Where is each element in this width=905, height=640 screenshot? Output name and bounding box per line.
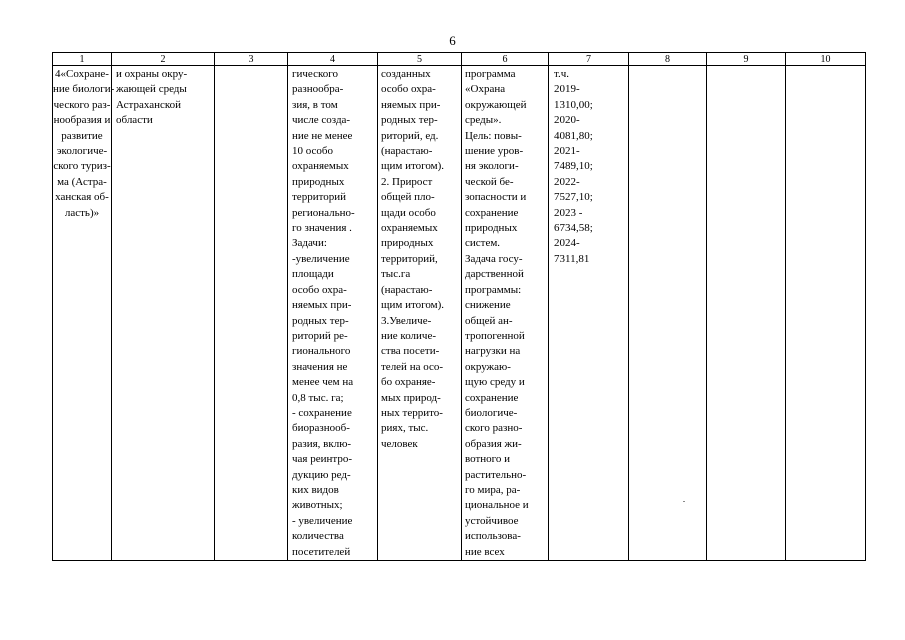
cell-text-line: родных тер- <box>381 114 438 127</box>
cell-text-line: 0,8 тыс. га; <box>292 391 344 404</box>
cell-text-line: (нарастаю- <box>381 283 433 296</box>
cell-text-line: ние биологи- <box>53 83 115 96</box>
column-header-4: 4 <box>288 53 378 66</box>
cell-text-line: телей на осо- <box>381 360 444 373</box>
column-header-10: 10 <box>786 53 866 66</box>
cell-text-line: растительно- <box>465 468 527 481</box>
cell-text-line: общей ан- <box>465 314 513 327</box>
cell-text-line: площади <box>292 268 334 281</box>
cell-text-line: ние не менее <box>292 129 353 142</box>
column-header-7: 7 <box>549 53 629 66</box>
column-header-1: 1 <box>53 53 112 66</box>
cell-text-line: разнообра- <box>292 83 344 96</box>
cell-text-line: 1310,00; <box>554 98 593 111</box>
cell-text-line: ского туриз- <box>53 160 111 173</box>
cell-text-line: няемых при- <box>292 299 352 312</box>
cell-text-line: территорий <box>292 191 347 204</box>
cell-text-line: дукцию ред- <box>292 468 351 481</box>
cell-text-line: родных тер- <box>292 314 349 327</box>
table-row <box>53 66 866 561</box>
cell-text-line: 2022- <box>554 175 580 188</box>
cell-text-line: 4«Сохране- <box>55 68 109 80</box>
cell-text-line: тыс.га <box>381 268 411 281</box>
cell-text-line: ческой бе- <box>465 175 514 188</box>
cell-text-line: числе созда- <box>292 114 351 127</box>
cell-text-line: щади особо <box>381 206 436 219</box>
cell-text-line: Задача госу- <box>465 252 523 265</box>
cell-project-name <box>53 66 115 561</box>
cell-text-line: разия, вклю- <box>292 437 352 450</box>
cell-text-line: нагрузки на <box>465 345 521 358</box>
cell-text-line: т.ч. <box>554 68 570 80</box>
cell-indicators <box>378 66 462 561</box>
cell-text-line: территорий, <box>381 252 438 265</box>
cell-text-line: ласть)» <box>64 206 100 219</box>
column-header-2: 2 <box>112 53 215 66</box>
cell-text-line: биоразнооб- <box>292 422 350 435</box>
cell-text-line: 6734,58; <box>554 222 593 235</box>
cell-text-line: 2019- <box>554 83 580 96</box>
cell-text-line: окружаю- <box>465 360 511 373</box>
cell-text-line: программы: <box>465 283 522 296</box>
cell-text-line: нообразия и <box>53 114 111 127</box>
page-number: 6 <box>449 33 456 48</box>
cell-text-line: 3.Увеличе- <box>381 314 432 327</box>
cell-text-line: устойчивое <box>465 514 519 527</box>
cell-text-line: зопасности и <box>465 191 527 204</box>
cell-text-line: природных <box>465 222 518 235</box>
cell-text-line: жающей среды <box>116 83 187 96</box>
cell-text-line: менее чем на <box>292 376 354 389</box>
cell-text-line: образия жи- <box>465 437 522 450</box>
cell-column-9 <box>707 66 786 561</box>
cell-text-line: Цель: повы- <box>465 129 522 142</box>
cell-text-line: 7311,81 <box>554 252 590 265</box>
cell-text-line: 2. Прирост <box>381 175 433 188</box>
cell-text-line: среды». <box>465 114 502 127</box>
cell-text-line: ханская об- <box>55 191 109 204</box>
cell-text-line: Астраханской <box>116 98 182 111</box>
cell-text-line: биологиче- <box>465 406 518 419</box>
cell-text-line: ние количе- <box>381 329 436 342</box>
cell-text-line: щим итогом). <box>381 160 445 173</box>
cell-text-line: гионального <box>292 345 351 358</box>
cell-text-line: систем. <box>465 237 501 250</box>
cell-text-line: снижение <box>465 299 511 312</box>
column-header-9: 9 <box>707 53 786 66</box>
cell-text-line: го мира, ра- <box>465 483 521 496</box>
cell-text-line: - сохранение <box>292 406 352 419</box>
cell-text-line: охраняемых <box>381 222 438 235</box>
cell-text-line: шение уров- <box>465 145 524 158</box>
cell-state-program <box>462 66 549 561</box>
cell-text-line: созданных <box>381 68 431 80</box>
cell-funding-by-year <box>549 66 629 561</box>
cell-text-line: ких видов <box>292 483 339 496</box>
cell-text-line: зия, в том <box>292 98 338 111</box>
cell-responsible-body <box>112 66 215 561</box>
cell-text-line: окружающей <box>465 98 527 111</box>
cell-column-8 <box>629 66 707 561</box>
cell-text-line: вотного и <box>465 453 511 466</box>
cell-text-line: -увеличение <box>292 252 350 265</box>
cell-text-line: охраняемых <box>292 160 349 173</box>
cell-text-line: сохранение <box>465 391 519 404</box>
cell-text-line: и охраны окру- <box>116 68 188 80</box>
cell-text-line: особо охра- <box>292 283 347 296</box>
cell-text-line: животных; <box>292 499 343 512</box>
cell-text-line: (нарастаю- <box>381 145 433 158</box>
cell-text-line: гического <box>292 68 338 80</box>
cell-text-line: значения не <box>292 360 348 373</box>
cell-column-10 <box>786 66 866 561</box>
cell-text-line: Задачи: <box>292 237 327 250</box>
cell-text-line: природных <box>381 237 434 250</box>
cell-text-line: щую среду и <box>465 376 525 389</box>
cell-text-line: 7527,10; <box>554 191 593 204</box>
cell-text-line: риторий ре- <box>292 329 348 342</box>
cell-text-line: ского разно- <box>465 422 523 435</box>
cell-text-line: области <box>116 114 153 127</box>
cell-text-line: 2024- <box>554 237 580 250</box>
cell-text-line: циональное и <box>465 499 529 512</box>
cell-text-line: бо охраняе- <box>381 376 436 389</box>
cell-text-line: риях, тыс. <box>381 422 429 435</box>
cell-text-line: использова- <box>465 530 521 543</box>
cell-text-line: экологиче- <box>56 145 108 158</box>
cell-text-line: 10 особо <box>292 145 334 158</box>
cell-goals-tasks <box>288 66 378 561</box>
cell-text-line: ческого раз- <box>53 98 111 111</box>
column-number-row <box>53 53 866 66</box>
cell-column-3 <box>215 66 288 561</box>
cell-text-line: ня экологи- <box>465 160 519 173</box>
cell-text-line: го значения . <box>292 222 352 235</box>
cell-text-line: ства посети- <box>381 345 440 358</box>
cell-text-line: сохранение <box>465 206 519 219</box>
cell-text-line: человек <box>381 437 418 450</box>
scan-speck <box>683 501 685 502</box>
cell-text-line: - увеличение <box>292 514 353 527</box>
cell-text-line: мых природ- <box>381 391 441 404</box>
cell-text-line: тропогенной <box>465 329 525 342</box>
cell-text-line: количества <box>292 530 344 543</box>
cell-text-line: развитие <box>61 129 103 142</box>
program-table <box>52 52 866 561</box>
cell-text-line: ма (Астра- <box>57 175 107 188</box>
cell-text-line: общей пло- <box>381 191 435 204</box>
cell-text-line: 4081,80; <box>554 129 593 142</box>
cell-text-line: посетителей <box>292 545 351 558</box>
cell-text-line: ных террито- <box>381 406 443 419</box>
column-header-6: 6 <box>462 53 549 66</box>
cell-text-line: ние всех <box>465 545 505 558</box>
column-header-3: 3 <box>215 53 288 66</box>
cell-text-line: 7489,10; <box>554 160 593 173</box>
column-header-8: 8 <box>629 53 707 66</box>
cell-text-line: няемых при- <box>381 98 441 111</box>
cell-text-line: 2023 - <box>554 206 583 219</box>
cell-text-line: «Охрана <box>465 83 506 96</box>
cell-text-line: 2021- <box>554 145 580 158</box>
cell-text-line: дарственной <box>465 268 524 281</box>
cell-text-line: риторий, ед. <box>381 129 439 142</box>
cell-text-line: регионально- <box>292 206 355 219</box>
cell-text-line: природных <box>292 175 345 188</box>
column-header-5: 5 <box>378 53 462 66</box>
cell-text-line: щим итогом). <box>381 299 445 312</box>
cell-text-line: особо охра- <box>381 83 436 96</box>
cell-text-line: 2020- <box>554 114 580 127</box>
cell-text-line: программа <box>465 68 516 80</box>
cell-text-line: чая реинтро- <box>292 453 352 466</box>
